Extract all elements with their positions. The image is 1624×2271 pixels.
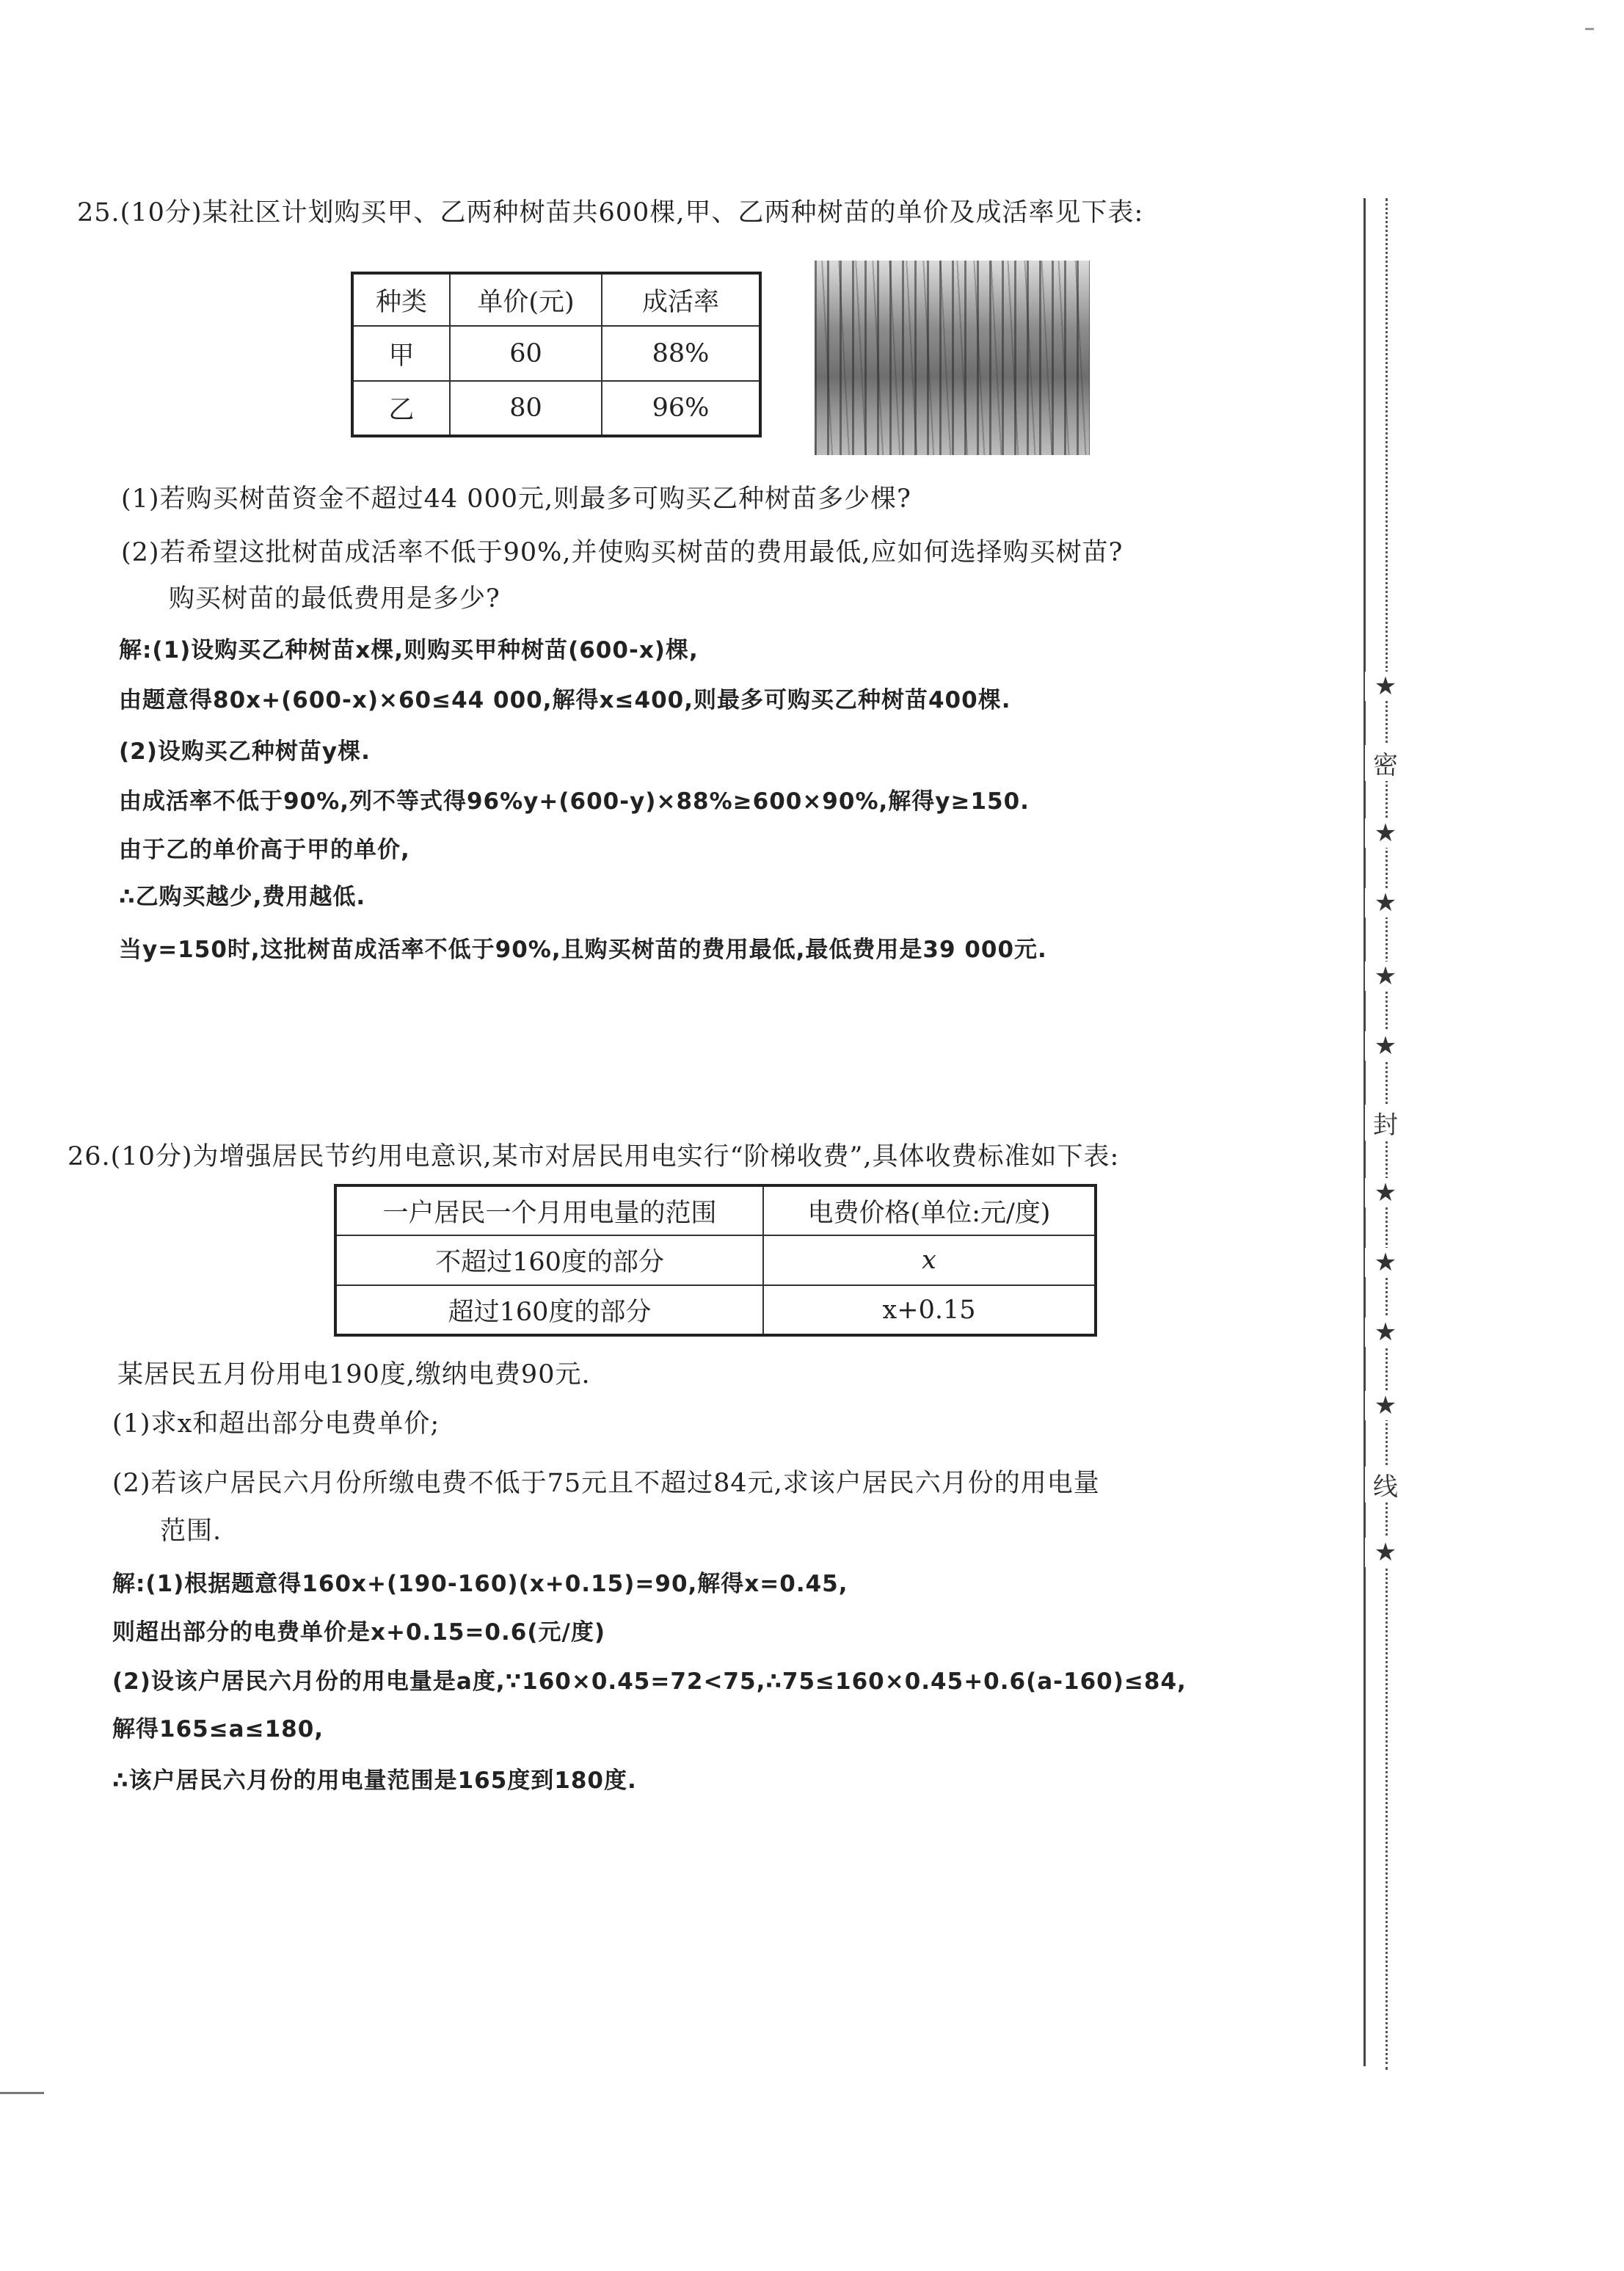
q25-row2-price: 80: [450, 381, 602, 436]
q25-header-survival: 成活率: [602, 273, 760, 326]
star-icon: ★: [1365, 1178, 1406, 1207]
star-icon: ★: [1365, 962, 1406, 991]
q25-header-price: 单价(元): [450, 273, 602, 326]
q26-solution-line: ∴该户居民六月份的用电量范围是165度到180度.: [112, 1767, 637, 1794]
q26-row1-range: 不超过160度的部分: [335, 1235, 763, 1285]
q25-part2b: 购买树苗的最低费用是多少?: [169, 584, 500, 614]
star-icon: ★: [1365, 1318, 1406, 1347]
q25-header-type: 种类: [352, 273, 450, 326]
table-row: [352, 326, 760, 381]
q26-solution-line: 解得165≤a≤180,: [112, 1716, 324, 1743]
scan-edge-mark: [0, 2092, 44, 2094]
q26-row2-price: x+0.15: [763, 1285, 1096, 1335]
table-row: [352, 381, 760, 436]
q25-solution-line: 解:(1)设购买乙种树苗x棵,则购买甲种树苗(600-x)棵,: [119, 637, 699, 664]
q25-row1-type: 甲: [352, 326, 450, 381]
q25-solution-line: (2)设购买乙种树苗y棵.: [119, 738, 371, 765]
q26-part1: (1)求x和超出部分电费单价;: [112, 1409, 440, 1439]
star-icon: ★: [1365, 1391, 1406, 1420]
seal-char-xian: 线: [1365, 1467, 1406, 1503]
q26-part2a: (2)若该户居民六月份所缴电费不低于75元且不超过84元,求该户居民六月份的用电量: [112, 1469, 1100, 1498]
q25-row2-type: 乙: [352, 381, 450, 436]
q25-part2a: (2)若希望这批树苗成活率不低于90%,并使购买树苗的费用最低,应如何选择购买树苗?: [121, 538, 1124, 567]
q25-row1-survival: 88%: [602, 326, 760, 381]
star-icon: ★: [1365, 1538, 1406, 1567]
q26-info: 某居民五月份用电190度,缴纳电费90元.: [117, 1360, 591, 1389]
q25-price-table: [351, 272, 762, 437]
star-icon: ★: [1365, 672, 1406, 701]
q26-row2-range: 超过160度的部分: [335, 1285, 763, 1335]
star-icon: ★: [1365, 818, 1406, 848]
q25-stem: 25.(10分)某社区计划购买甲、乙两种树苗共600棵,甲、乙两种树苗的单价及成活率见下表:: [77, 198, 1144, 228]
table-row: [335, 1285, 1096, 1335]
q25-solution-line: 由成活率不低于90%,列不等式得96%y+(600-y)×88%≥600×90%,解得y≥150.: [119, 788, 1030, 815]
q26-solution-line: 则超出部分的电费单价是x+0.15=0.6(元/度): [112, 1619, 606, 1646]
star-icon: ★: [1365, 1248, 1406, 1277]
q25-solution-line: 由于乙的单价高于甲的单价,: [119, 837, 410, 863]
seal-char-mi: 密: [1365, 745, 1406, 781]
q26-header-price: 电费价格(单位:元/度): [763, 1185, 1096, 1235]
q25-part1: (1)若购买树苗资金不超过44 000元,则最多可购买乙种树苗多少棵?: [121, 484, 911, 514]
q25-solution-line: 当y=150时,这批树苗成活率不低于90%,且购买树苗的费用最低,最低费用是39 000元.: [119, 937, 1047, 963]
q25-row1-price: 60: [450, 326, 602, 381]
seal-char-feng: 封: [1365, 1105, 1406, 1141]
scan-corner-mark: [1585, 28, 1594, 30]
tree-saplings-photo: [815, 261, 1090, 455]
table-row: [335, 1235, 1096, 1285]
star-icon: ★: [1365, 888, 1406, 918]
q26-electricity-table: [334, 1184, 1097, 1337]
q26-solution-line: 解:(1)根据题意得160x+(190-160)(x+0.15)=90,解得x=0.45,: [112, 1571, 848, 1597]
q26-row1-price: x: [763, 1235, 1096, 1285]
q25-row2-survival: 96%: [602, 381, 760, 436]
q26-part2b: 范围.: [160, 1516, 222, 1546]
q26-solution-line: (2)设该户居民六月份的用电量是a度,∵160×0.45=72<75,∴75≤160×0.45+0.6(a-160)≤84,: [112, 1668, 1187, 1695]
q26-stem: 26.(10分)为增强居民节约用电意识,某市对居民用电实行“阶梯收费”,具体收费标准如下表:: [68, 1142, 1120, 1171]
q25-solution-line: ∴乙购买越少,费用越低.: [119, 884, 366, 910]
q25-solution-line: 由题意得80x+(600-x)×60≤44 000,解得x≤400,则最多可购买乙种树苗400棵.: [119, 687, 1011, 713]
q26-header-range: 一户居民一个月用电量的范围: [335, 1185, 763, 1235]
star-icon: ★: [1365, 1031, 1406, 1061]
